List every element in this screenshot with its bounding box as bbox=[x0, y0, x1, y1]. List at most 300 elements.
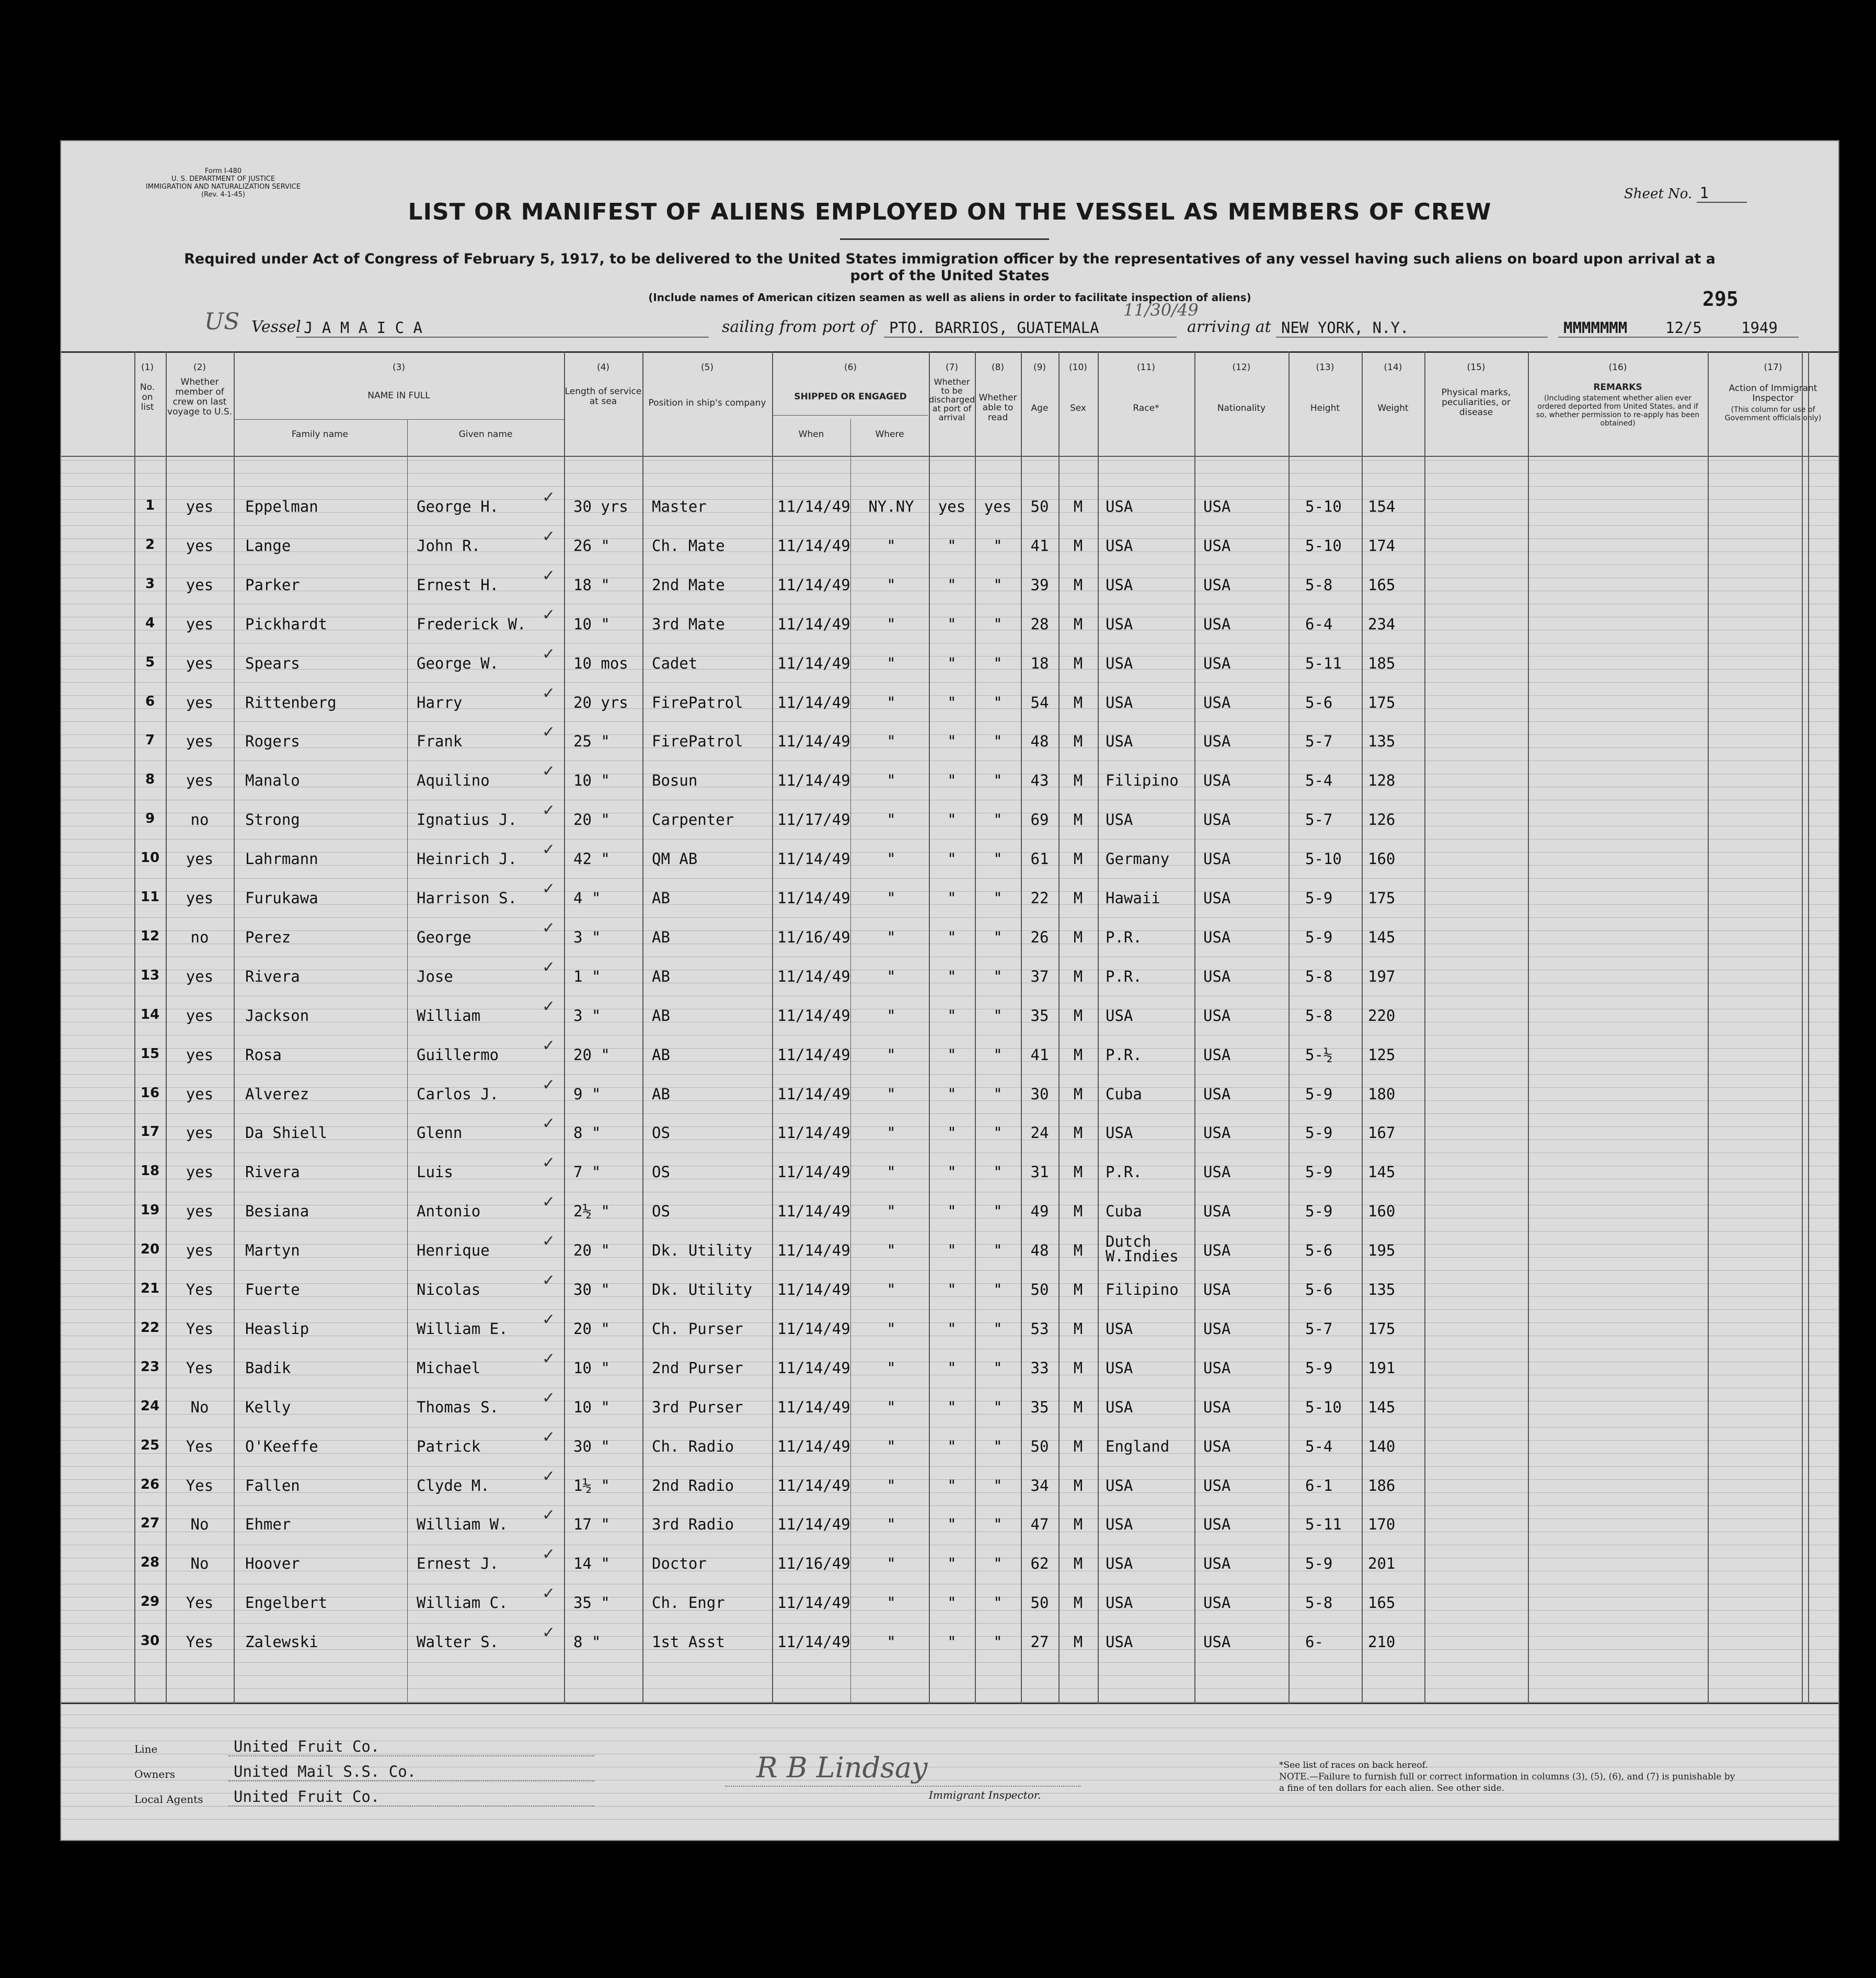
cell-weight: 191 bbox=[1368, 1359, 1396, 1377]
cell-no: 15 bbox=[140, 1045, 160, 1062]
cell-no: 29 bbox=[140, 1594, 160, 1610]
cell-weight: 220 bbox=[1368, 1006, 1396, 1025]
port-to: NEW YORK, N.Y. bbox=[1281, 319, 1409, 337]
cell-last: yes bbox=[186, 1202, 214, 1221]
underline bbox=[296, 337, 709, 338]
col-header-action-note: (This column for use of Government officials only) bbox=[1724, 406, 1822, 422]
cell-family: Manalo bbox=[245, 772, 300, 790]
cell-weight: 185 bbox=[1368, 654, 1396, 672]
cell-read: " bbox=[993, 536, 1003, 555]
cell-disch: " bbox=[947, 693, 957, 711]
dotted-rule bbox=[228, 1806, 594, 1807]
col-header-read: Whether able to read bbox=[979, 393, 1017, 423]
cell-age: 62 bbox=[1030, 1555, 1049, 1573]
cell-disch: " bbox=[947, 889, 957, 907]
cell-weight: 135 bbox=[1368, 1281, 1396, 1298]
cell-weight: 165 bbox=[1368, 576, 1396, 594]
cell-race: USA bbox=[1106, 654, 1133, 672]
cell-when: 11/14/49 bbox=[777, 654, 850, 672]
sailing-label: sailing from port of bbox=[722, 318, 876, 336]
cell-height: 6- bbox=[1305, 1633, 1323, 1651]
cell-given: George H. bbox=[417, 498, 499, 515]
cell-nat: USA bbox=[1203, 1398, 1231, 1416]
cell-age: 54 bbox=[1030, 693, 1049, 711]
cell-read: " bbox=[993, 889, 1003, 907]
cell-read: " bbox=[993, 1085, 1003, 1103]
cell-position: AB bbox=[652, 1006, 670, 1025]
cell-family: Da Shiell bbox=[245, 1124, 328, 1142]
cell-given: Michael bbox=[417, 1359, 481, 1377]
cell-age: 28 bbox=[1030, 615, 1049, 633]
column-line bbox=[564, 351, 565, 1704]
cell-race: USA bbox=[1106, 1633, 1133, 1651]
cell-sex: M bbox=[1073, 850, 1083, 868]
cell-disch: yes bbox=[938, 498, 966, 515]
column-line bbox=[134, 351, 135, 1704]
col-header-given-name: Given name bbox=[458, 429, 513, 440]
cell-service: 35 " bbox=[573, 1594, 610, 1612]
cell-sex: M bbox=[1073, 1633, 1083, 1651]
check-mark: ✓ bbox=[542, 645, 556, 663]
cell-nat: USA bbox=[1203, 654, 1231, 672]
check-mark: ✓ bbox=[542, 762, 556, 781]
cell-age: 41 bbox=[1030, 1045, 1049, 1064]
cell-nat: USA bbox=[1203, 1594, 1231, 1612]
cell-sex: M bbox=[1073, 1124, 1083, 1142]
cell-disch: " bbox=[947, 1633, 957, 1651]
cell-weight: 125 bbox=[1368, 1045, 1396, 1064]
cell-last: yes bbox=[186, 1163, 214, 1181]
check-mark: ✓ bbox=[542, 1506, 556, 1525]
cell-height: 5-8 bbox=[1305, 1006, 1333, 1025]
cell-height: 5-10 bbox=[1305, 850, 1342, 868]
check-mark: ✓ bbox=[542, 1624, 556, 1642]
cell-given: Jose bbox=[417, 967, 453, 985]
ruled-line bbox=[61, 1819, 1838, 1820]
cell-age: 39 bbox=[1030, 576, 1049, 594]
cell-weight: 195 bbox=[1368, 1241, 1396, 1260]
cell-height: 5-10 bbox=[1305, 536, 1342, 555]
sheet-label: Sheet No. bbox=[1624, 186, 1693, 202]
cell-service: 30 " bbox=[573, 1437, 610, 1455]
cell-where: " bbox=[887, 1085, 896, 1103]
cell-service: 10 " bbox=[573, 1359, 610, 1377]
col-num: (14) bbox=[1384, 362, 1402, 373]
cell-given: William C. bbox=[417, 1594, 508, 1612]
cell-sex: M bbox=[1073, 1241, 1083, 1260]
sub-column-line bbox=[407, 419, 408, 1704]
check-mark: ✓ bbox=[542, 1545, 556, 1564]
agents-value: United Fruit Co. bbox=[234, 1788, 380, 1806]
cell-given: Patrick bbox=[417, 1437, 481, 1455]
check-mark: ✓ bbox=[542, 1193, 556, 1212]
cell-nat: USA bbox=[1203, 1515, 1231, 1534]
cell-weight: 160 bbox=[1368, 850, 1396, 868]
cell-no: 24 bbox=[140, 1398, 160, 1414]
cell-age: 26 bbox=[1030, 928, 1049, 946]
cell-age: 53 bbox=[1030, 1319, 1049, 1338]
cell-where: " bbox=[887, 928, 896, 946]
cell-nat: USA bbox=[1203, 889, 1231, 907]
cell-nat: USA bbox=[1203, 1476, 1231, 1494]
cell-family: Jackson bbox=[245, 1006, 309, 1025]
cell-last: yes bbox=[186, 1241, 214, 1260]
cell-sex: M bbox=[1073, 928, 1083, 946]
cell-given: Henrique bbox=[417, 1241, 490, 1260]
cell-no: 21 bbox=[140, 1281, 160, 1296]
cell-read: " bbox=[993, 615, 1003, 633]
cell-when: 11/14/49 bbox=[777, 1594, 850, 1612]
cell-given: William W. bbox=[417, 1515, 508, 1534]
cell-race: P.R. bbox=[1106, 928, 1142, 946]
cell-sex: M bbox=[1073, 1359, 1083, 1377]
cell-position: Ch. Mate bbox=[652, 536, 725, 555]
cell-last: yes bbox=[186, 615, 214, 633]
cell-service: 4 " bbox=[573, 889, 601, 907]
cell-when: 11/14/49 bbox=[777, 1006, 850, 1025]
cell-disch: " bbox=[947, 1319, 957, 1338]
check-mark: ✓ bbox=[542, 1232, 556, 1251]
cell-when: 11/14/49 bbox=[777, 576, 850, 594]
cell-sex: M bbox=[1073, 1515, 1083, 1534]
subtitle-note: (Include names of American citizen seamen as well as aliens in order to facilitate inspection of aliens) bbox=[648, 291, 1251, 304]
cell-disch: " bbox=[947, 1006, 957, 1025]
cell-disch: " bbox=[947, 1594, 957, 1612]
cell-race: USA bbox=[1106, 693, 1133, 711]
cell-read: " bbox=[993, 1398, 1003, 1416]
arriving-label: arriving at bbox=[1187, 318, 1271, 336]
cell-where: " bbox=[887, 1555, 896, 1573]
col-header-sex: Sex bbox=[1069, 403, 1086, 413]
cell-family: Rogers bbox=[245, 732, 300, 751]
cell-last: Yes bbox=[186, 1476, 214, 1494]
cell-race: P.R. bbox=[1106, 1045, 1142, 1064]
note-penalty: NOTE.—Failure to furnish full or correct information in columns (3), (5), (6), and (7) is punishable by a fine of ten dollars for each alien. See other side. bbox=[1279, 1772, 1735, 1793]
col-num: (9) bbox=[1033, 362, 1046, 373]
cell-given: George W. bbox=[417, 654, 499, 672]
cell-family: Perez bbox=[245, 928, 291, 946]
cell-read: " bbox=[993, 1319, 1003, 1338]
cell-last: yes bbox=[186, 732, 214, 751]
cell-weight: 135 bbox=[1368, 732, 1396, 751]
page-title: LIST OR MANIFEST OF ALIENS EMPLOYED ON THE VESSEL AS MEMBERS OF CREW bbox=[408, 199, 1492, 225]
cell-family: Besiana bbox=[245, 1202, 309, 1221]
cell-nat: USA bbox=[1203, 1045, 1231, 1064]
check-mark: ✓ bbox=[542, 918, 556, 937]
col-num: (17) bbox=[1764, 362, 1782, 373]
cell-weight: 145 bbox=[1368, 1398, 1396, 1416]
cell-last: Yes bbox=[186, 1319, 214, 1338]
cell-when: 11/16/49 bbox=[777, 1555, 850, 1573]
cell-service: 30 " bbox=[573, 1281, 610, 1298]
cell-read: " bbox=[993, 1006, 1003, 1025]
cell-where: " bbox=[887, 1241, 896, 1260]
cell-where: " bbox=[887, 1359, 896, 1377]
cell-where: " bbox=[887, 1045, 896, 1064]
cell-read: " bbox=[993, 1515, 1003, 1534]
cell-family: Strong bbox=[245, 811, 300, 829]
cell-family: Hoover bbox=[245, 1555, 300, 1573]
cell-last: No bbox=[190, 1398, 209, 1416]
cell-sex: M bbox=[1073, 654, 1083, 672]
cell-race: USA bbox=[1106, 536, 1133, 555]
cell-sex: M bbox=[1073, 772, 1083, 790]
form-dept: U. S. DEPARTMENT OF JUSTICE bbox=[171, 175, 275, 183]
cell-age: 50 bbox=[1030, 498, 1049, 515]
cell-read: " bbox=[993, 1124, 1003, 1142]
column-line bbox=[1424, 351, 1425, 1704]
cell-sex: M bbox=[1073, 1594, 1083, 1612]
sheet-no-value: 1 bbox=[1697, 184, 1747, 203]
column-line bbox=[1098, 351, 1099, 1704]
cell-sex: M bbox=[1073, 1398, 1083, 1416]
cell-position: AB bbox=[652, 889, 670, 907]
underline bbox=[884, 337, 1177, 338]
cell-where: " bbox=[887, 1202, 896, 1221]
cell-given: Walter S. bbox=[417, 1633, 499, 1651]
cell-height: 5-11 bbox=[1305, 1515, 1342, 1534]
cell-weight: 186 bbox=[1368, 1476, 1396, 1494]
cell-read: " bbox=[993, 1359, 1003, 1377]
check-mark: ✓ bbox=[542, 1428, 556, 1446]
cell-sex: M bbox=[1073, 536, 1083, 555]
cell-where: " bbox=[887, 732, 896, 751]
cell-service: 9 " bbox=[573, 1085, 601, 1103]
cell-service: 10 " bbox=[573, 1398, 610, 1416]
cell-when: 11/14/49 bbox=[777, 1085, 850, 1103]
cell-family: Martyn bbox=[245, 1241, 300, 1260]
cell-position: Doctor bbox=[652, 1555, 707, 1573]
cell-read: " bbox=[993, 1163, 1003, 1181]
col-header-remarks: REMARKS bbox=[1593, 382, 1642, 393]
cell-no: 4 bbox=[145, 615, 155, 631]
cell-family: Rosa bbox=[245, 1045, 282, 1064]
cell-sex: M bbox=[1073, 576, 1083, 594]
col-header-age: Age bbox=[1031, 403, 1049, 413]
column-line bbox=[1194, 351, 1195, 1704]
cell-sex: M bbox=[1073, 1555, 1083, 1573]
cell-age: 47 bbox=[1030, 1515, 1049, 1534]
cell-sex: M bbox=[1073, 1045, 1083, 1064]
cell-given: George bbox=[417, 928, 471, 946]
col-num: (16) bbox=[1608, 362, 1627, 373]
cell-family: Heaslip bbox=[245, 1319, 309, 1338]
cell-last: yes bbox=[186, 576, 214, 594]
cell-no: 14 bbox=[140, 1006, 160, 1022]
cell-where: " bbox=[887, 536, 896, 555]
cell-when: 11/14/49 bbox=[777, 889, 850, 907]
cell-weight: 175 bbox=[1368, 889, 1396, 907]
cell-weight: 234 bbox=[1368, 615, 1396, 633]
cell-service: 25 " bbox=[573, 732, 610, 751]
cell-given: Harrison S. bbox=[417, 889, 517, 907]
cell-age: 35 bbox=[1030, 1006, 1049, 1025]
cell-race: USA bbox=[1106, 1594, 1133, 1612]
cell-sex: M bbox=[1073, 1319, 1083, 1338]
table-top-border bbox=[61, 351, 1838, 353]
column-line bbox=[1528, 351, 1529, 1704]
cell-where: " bbox=[887, 1437, 896, 1455]
cell-given: Luis bbox=[417, 1163, 453, 1181]
cell-sex: M bbox=[1073, 1202, 1083, 1221]
cell-nat: USA bbox=[1203, 1163, 1231, 1181]
cell-height: 5-9 bbox=[1305, 928, 1333, 946]
cell-race: Hawaii bbox=[1106, 889, 1160, 907]
cell-disch: " bbox=[947, 1163, 957, 1181]
cell-race: England bbox=[1106, 1437, 1170, 1455]
cell-age: 33 bbox=[1030, 1359, 1049, 1377]
cell-no: 16 bbox=[140, 1085, 160, 1101]
col-header-action: Action of Immigrant Inspector bbox=[1729, 383, 1817, 404]
cell-given: Ernest H. bbox=[417, 576, 499, 594]
cell-sex: M bbox=[1073, 1476, 1083, 1494]
cell-position: 3rd Purser bbox=[652, 1398, 743, 1416]
cell-no: 26 bbox=[140, 1476, 160, 1492]
cell-no: 12 bbox=[140, 928, 160, 944]
cell-read: " bbox=[993, 1476, 1003, 1494]
owners-value: United Mail S.S. Co. bbox=[234, 1763, 417, 1780]
cell-weight: 140 bbox=[1368, 1437, 1396, 1455]
cell-no: 2 bbox=[145, 536, 155, 553]
cell-weight: 201 bbox=[1368, 1555, 1396, 1573]
cell-read: " bbox=[993, 811, 1003, 829]
cell-given: Ernest J. bbox=[417, 1555, 499, 1573]
cell-race: Filipino bbox=[1106, 772, 1179, 790]
cell-read: " bbox=[993, 1437, 1003, 1455]
cell-weight: 167 bbox=[1368, 1124, 1396, 1142]
cell-where: " bbox=[887, 1633, 896, 1651]
cell-family: Parker bbox=[245, 576, 300, 594]
handwritten-date: 11/30/49 bbox=[1123, 300, 1199, 320]
cell-position: 3rd Radio bbox=[652, 1515, 734, 1534]
cell-given: William E. bbox=[417, 1319, 508, 1338]
cell-height: 5-8 bbox=[1305, 967, 1333, 985]
cell-position: Dk. Utility bbox=[652, 1241, 753, 1260]
cell-last: Yes bbox=[186, 1633, 214, 1651]
cell-when: 11/14/49 bbox=[777, 1515, 850, 1534]
cell-weight: 210 bbox=[1368, 1633, 1396, 1651]
note-races: *See list of races on back hereof. bbox=[1279, 1760, 1428, 1770]
col-num: (4) bbox=[596, 362, 610, 373]
col-header-family-name: Family name bbox=[291, 429, 349, 440]
header-bottom-border bbox=[61, 456, 1838, 457]
cell-weight: 197 bbox=[1368, 967, 1396, 985]
cell-given: William bbox=[417, 1006, 481, 1025]
cell-nat: USA bbox=[1203, 1124, 1231, 1142]
cell-nat: USA bbox=[1203, 850, 1231, 868]
cell-read: " bbox=[993, 1633, 1003, 1651]
cell-disch: " bbox=[947, 1085, 957, 1103]
cell-service: 30 yrs bbox=[573, 498, 628, 515]
check-mark: ✓ bbox=[542, 1584, 556, 1603]
cell-height: 6-1 bbox=[1305, 1476, 1333, 1494]
cell-disch: " bbox=[947, 654, 957, 672]
cell-position: Dk. Utility bbox=[652, 1281, 753, 1298]
cell-weight: 128 bbox=[1368, 772, 1396, 790]
cell-when: 11/14/49 bbox=[777, 693, 850, 711]
check-mark: ✓ bbox=[542, 1271, 556, 1290]
cell-height: 5-10 bbox=[1305, 1398, 1342, 1416]
cell-last: no bbox=[190, 811, 209, 829]
form-id bbox=[140, 167, 307, 199]
cell-family: Rivera bbox=[245, 1163, 300, 1181]
cell-given: John R. bbox=[417, 536, 481, 555]
cell-nat: USA bbox=[1203, 967, 1231, 985]
form-number: Form I-480 bbox=[204, 167, 242, 175]
check-mark: ✓ bbox=[542, 1154, 556, 1172]
cell-nat: USA bbox=[1203, 1437, 1231, 1455]
cell-read: " bbox=[993, 772, 1003, 790]
column-line bbox=[1802, 351, 1803, 1704]
cell-where: " bbox=[887, 967, 896, 985]
form-service: IMMIGRATION AND NATURALIZATION SERVICE bbox=[145, 183, 301, 191]
check-mark: ✓ bbox=[542, 1349, 556, 1368]
cell-last: yes bbox=[186, 498, 214, 515]
cell-service: 3 " bbox=[573, 1006, 601, 1025]
col-num: (1) bbox=[141, 362, 154, 373]
cell-given: Nicolas bbox=[417, 1281, 481, 1298]
cell-height: 5-6 bbox=[1305, 693, 1333, 711]
cell-read: " bbox=[993, 1555, 1003, 1573]
cell-height: 5-9 bbox=[1305, 1202, 1333, 1221]
check-mark: ✓ bbox=[542, 723, 556, 742]
cell-sex: M bbox=[1073, 693, 1083, 711]
col-num: (12) bbox=[1232, 362, 1251, 373]
cell-given: Heinrich J. bbox=[417, 850, 517, 868]
cell-nat: USA bbox=[1203, 1359, 1231, 1377]
cell-race: Cuba bbox=[1106, 1202, 1142, 1221]
cell-service: 1 " bbox=[573, 967, 601, 985]
cell-where: " bbox=[887, 1515, 896, 1534]
check-mark: ✓ bbox=[542, 566, 556, 585]
col-num: (8) bbox=[991, 362, 1005, 373]
cell-read: " bbox=[993, 576, 1003, 594]
cell-given: Guillermo bbox=[417, 1045, 499, 1064]
cell-height: 5-7 bbox=[1305, 732, 1333, 751]
column-line bbox=[772, 351, 773, 1704]
cell-age: 37 bbox=[1030, 967, 1049, 985]
column-line bbox=[1808, 351, 1809, 1704]
check-mark: ✓ bbox=[542, 1310, 556, 1329]
cell-given: Antonio bbox=[417, 1202, 481, 1221]
cell-family: Kelly bbox=[245, 1398, 291, 1416]
cell-nat: USA bbox=[1203, 1202, 1231, 1221]
cell-age: 35 bbox=[1030, 1398, 1049, 1416]
col-num: (10) bbox=[1069, 362, 1087, 373]
cell-height: 5-9 bbox=[1305, 1163, 1333, 1181]
cell-family: Fallen bbox=[245, 1476, 300, 1494]
check-mark: ✓ bbox=[542, 1114, 556, 1133]
cell-service: 2½ " bbox=[573, 1202, 610, 1221]
cell-nat: USA bbox=[1203, 1241, 1231, 1260]
cell-no: 27 bbox=[140, 1515, 160, 1532]
footer-notes bbox=[1279, 1760, 1739, 1794]
cell-age: 34 bbox=[1030, 1476, 1049, 1494]
cell-height: 5-7 bbox=[1305, 811, 1333, 829]
col-header-height: Height bbox=[1310, 403, 1340, 413]
column-line bbox=[1708, 351, 1709, 1704]
cell-weight: 126 bbox=[1368, 811, 1396, 829]
check-mark: ✓ bbox=[542, 605, 556, 624]
cell-weight: 175 bbox=[1368, 693, 1396, 711]
cell-height: 5-9 bbox=[1305, 1085, 1333, 1103]
cell-family: Pickhardt bbox=[245, 615, 328, 633]
cell-no: 7 bbox=[145, 732, 155, 749]
cell-weight: 160 bbox=[1368, 1202, 1396, 1221]
cell-race: Germany bbox=[1106, 850, 1170, 868]
cell-height: 6-4 bbox=[1305, 615, 1333, 633]
vessel-name: J A M A I C A bbox=[304, 319, 422, 337]
